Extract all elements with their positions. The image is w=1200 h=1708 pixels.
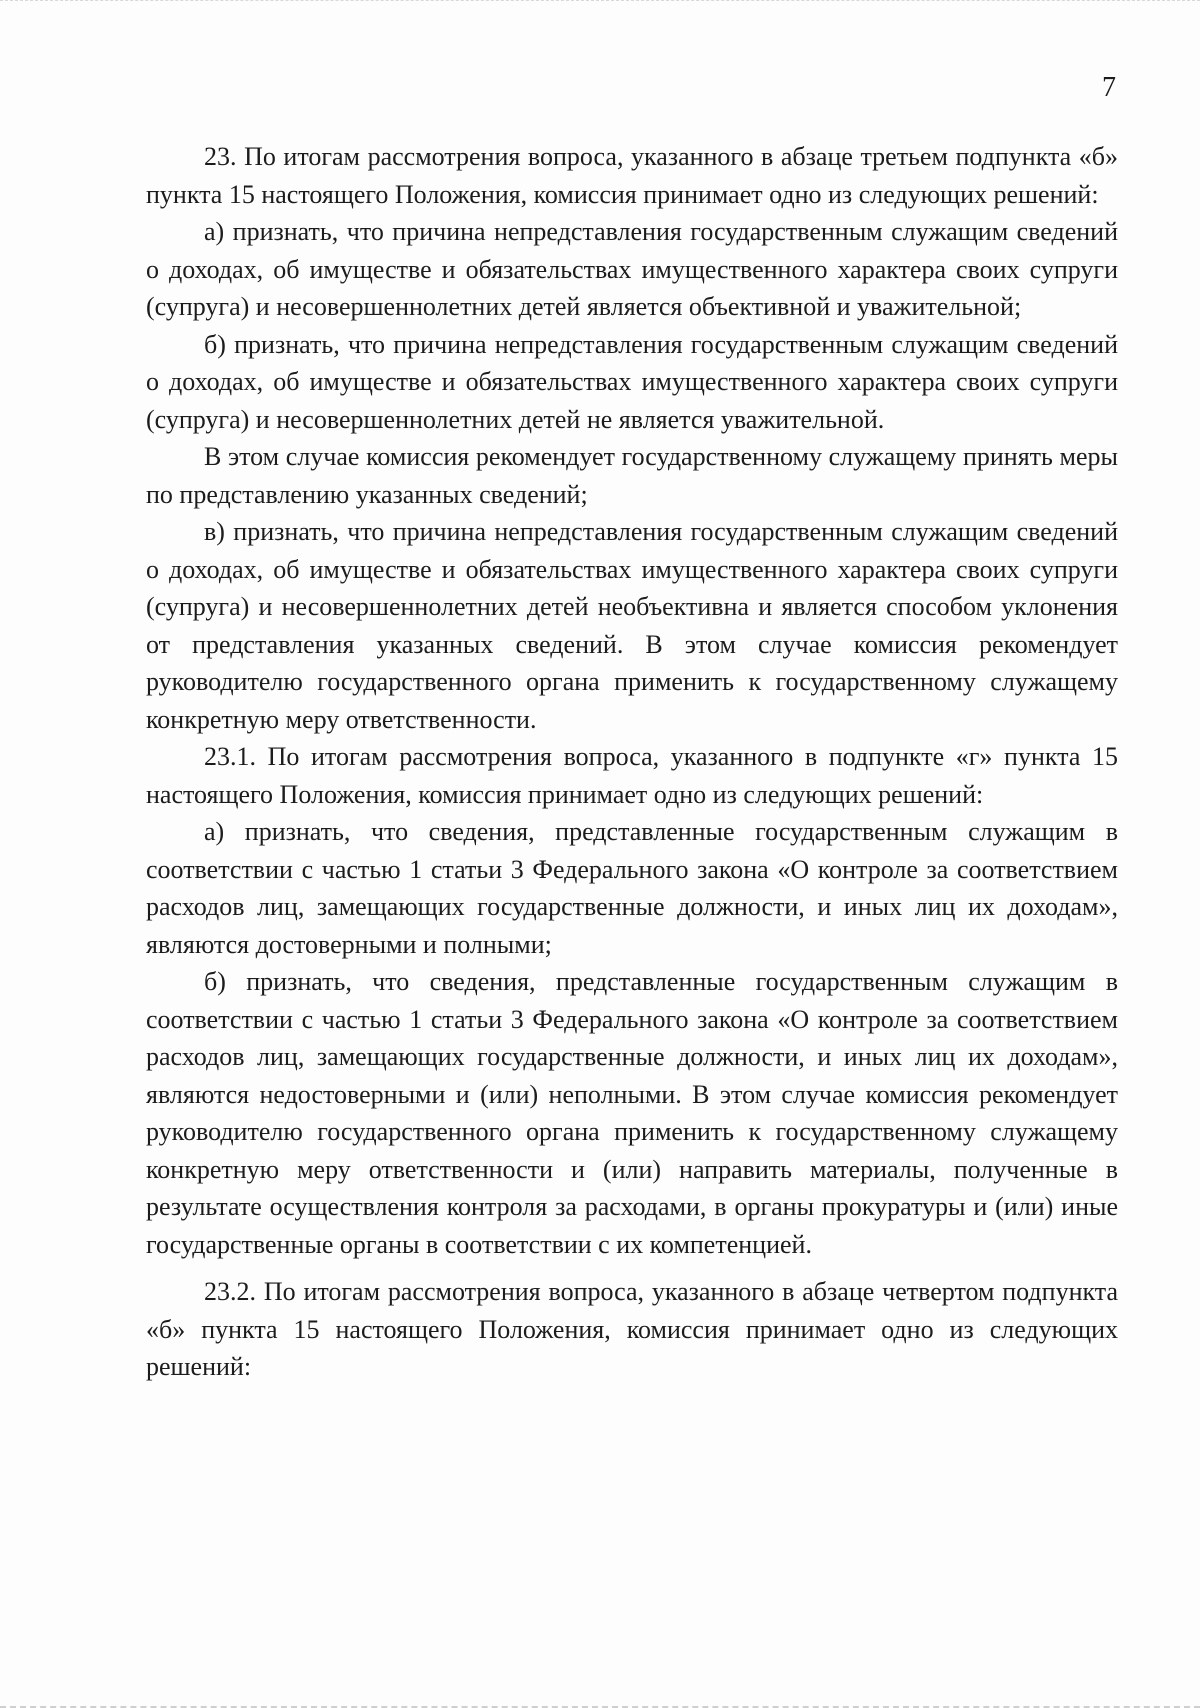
paragraph-23-1-b: б) признать, что сведения, представленные государственным служащим в соответствии с частью 1 статьи 3 Федерального закона «О контроле за соответствием расходов лиц, замещающих государственные должности, и иных лиц их доходам», являются недостоверными и (или) неполными. В этом случае комиссия рекомендует руководителю государственного органа применить к государственному служащему конкретную меру ответственности и (или) направить материалы, полученные в результате осуществления контроля за расходами, в органы прокуратуры и (или) иные государственные органы в соответствии с их компетенцией. bbox=[146, 967, 1118, 1259]
scan-edge-top bbox=[0, 0, 1200, 5]
page-number: 7 bbox=[1102, 72, 1116, 103]
paragraph-23: 23. По итогам рассмотрения вопроса, указанного в абзаце третьем подпункта «б» пункта 15 настоящего Положения, комиссия принимает одно из следующих решений: bbox=[146, 142, 1118, 209]
paragraph-23-b-note: В этом случае комиссия рекомендует государственному служащему принять меры по представлению указанных сведений; bbox=[146, 442, 1118, 509]
paragraph-23-v: в) признать, что причина непредставления государственным служащим сведений о доходах, об имуществе и обязательствах имущественного характера своих супруги (супруга) и несовершеннолетних детей необъективна и является способом уклонения от представления указанных сведений. В этом случае комиссия рекомендует руководителю государственного органа применить к государственному служащему конкретную меру ответственности. bbox=[146, 517, 1118, 734]
paragraph-23-b: б) признать, что причина непредставления государственным служащим сведений о доходах, об имуществе и обязательствах имущественного характера своих супруги (супруга) и несовершеннолетних детей не является уважительной. bbox=[146, 329, 1118, 434]
paragraph-23-2: 23.2. По итогам рассмотрения вопроса, указанного в абзаце четвертом подпункта «б» пункта 15 настоящего Положения, комиссия принимает одно из следующих решений: bbox=[146, 1277, 1118, 1381]
scan-edge-bottom bbox=[0, 1686, 1200, 1708]
document-body bbox=[146, 138, 1118, 1386]
paragraph-23-1-a: а) признать, что сведения, представленные государственным служащим в соответствии с частью 1 статьи 3 Федерального закона «О контроле за соответствием расходов лиц, замещающих государственные должности, и иных лиц их доходам», являются достоверными и полными; bbox=[146, 817, 1118, 959]
paragraph-23-a: а) признать, что причина непредставления государственным служащим сведений о доходах, об имуществе и обязательствах имущественного характера своих супруги (супруга) и несовершеннолетних детей является объективной и уважительной; bbox=[146, 217, 1118, 321]
paragraph-23-1: 23.1. По итогам рассмотрения вопроса, указанного в подпункте «г» пункта 15 настоящего Положения, комиссия принимает одно из следующих решений: bbox=[146, 742, 1118, 809]
